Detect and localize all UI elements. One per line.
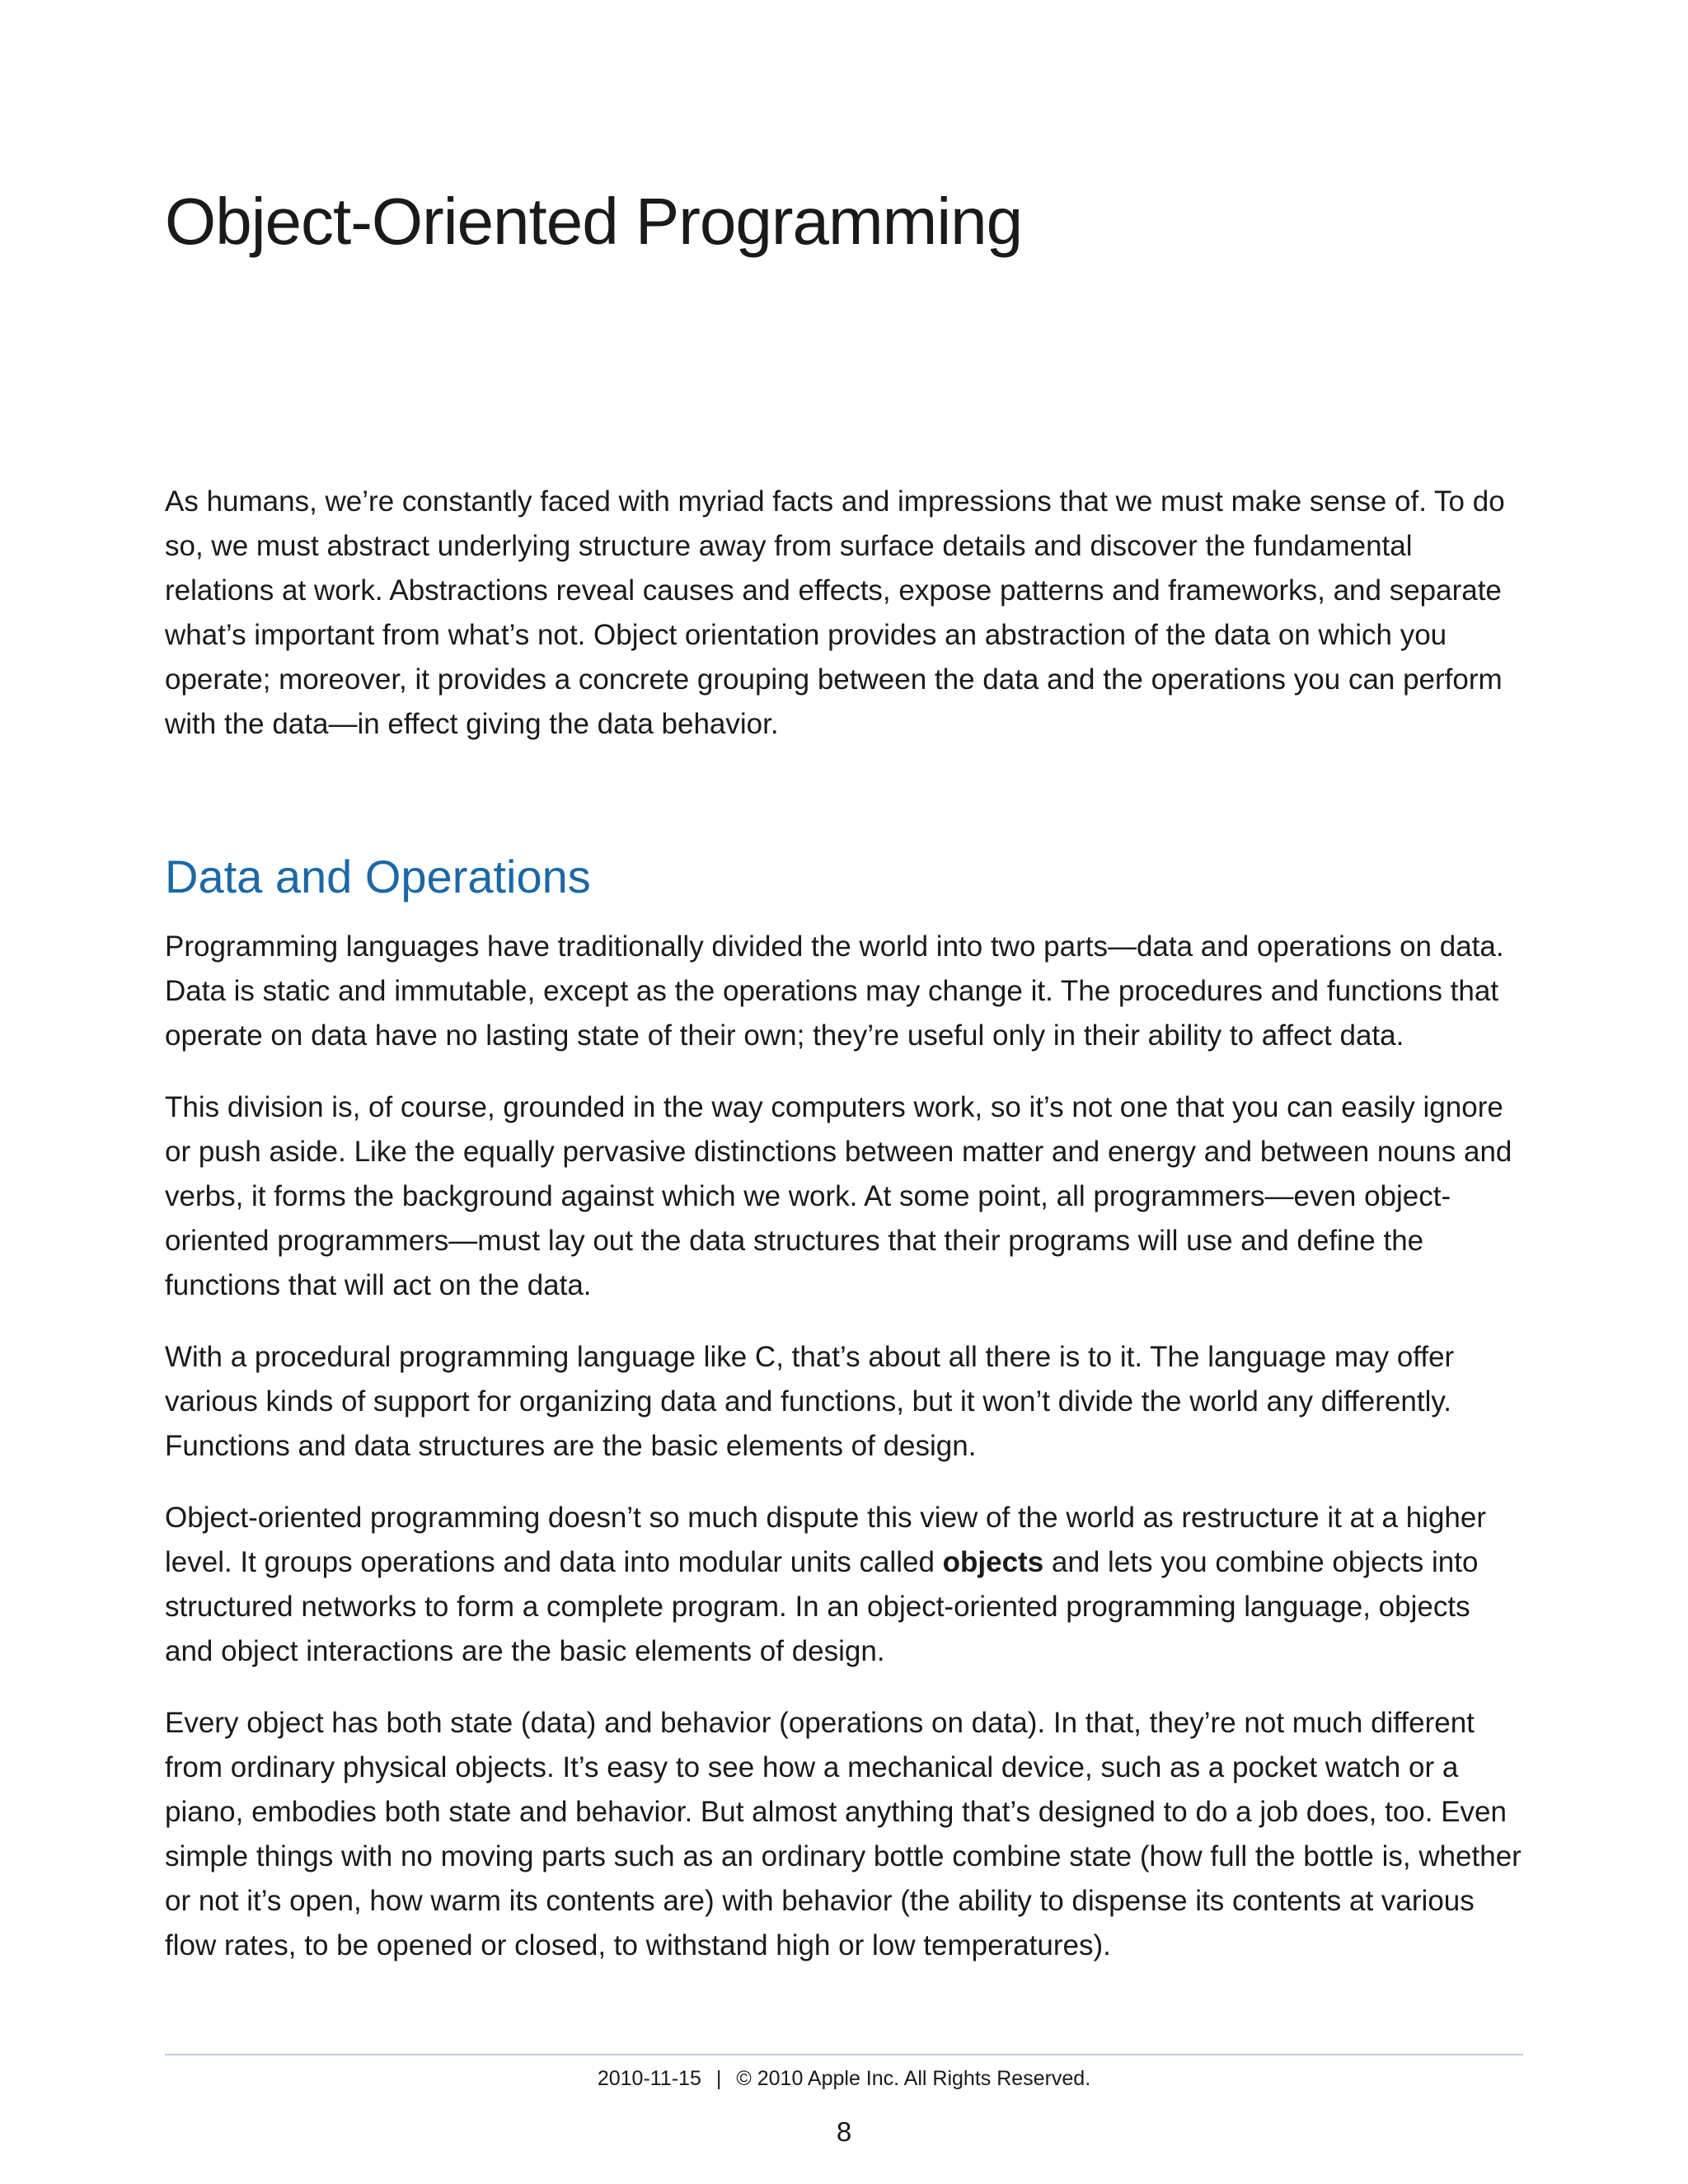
page-number: 8	[836, 2116, 852, 2147]
page-title: Object-Oriented Programming	[165, 185, 1023, 258]
term-objects: objects	[942, 1546, 1044, 1578]
paragraph-3: With a procedural programming language like C, that’s about all there is to it. The language may offer various kinds of support for organizing data and functions, but it won’t divide the world any differently. Functions and data structures are the basic elements of design.	[165, 1341, 1455, 1462]
section-heading: Data and Operations	[165, 851, 591, 902]
footer	[0, 2067, 1688, 2091]
paragraph-4-start: Object-oriented programming doesn’t so much dispute this view of the world as restructure it at a higher level. It groups operations and data into modular units called	[165, 1502, 1486, 1578]
footer-rule	[165, 2054, 1523, 2055]
paragraph-5: Every object has both state (data) and behavior (operations on data). In that, they’re not much different from ordinary physical objects. It’s easy to see how a mechanical device, such as a pocket watch or a piano, embodies both state and behavior. But almost anything that’s designed to do a job does, too. Even simple things with no moving parts such as an ordinary bottle combine state (how full the bottle is, whether or not it’s open, how warm its contents are) with behavior (the ability to dispense its contents at various flow rates, to be opened or closed, to withstand high or low temperatures).	[165, 1707, 1522, 1961]
footer-separator: |	[715, 2067, 722, 2090]
section-body	[165, 925, 1525, 1995]
paragraph-2: This division is, of course, grounded in the way computers work, so it’s not one that you can easily ignore or push aside. Like the equally pervasive distinctions between matter and energy and between nouns and verbs, it forms the background against which we work. At some point, all programmers—even object-oriented programmers—must lay out the data structures that their programs will use and define the functions that will act on the data.	[165, 1091, 1512, 1301]
footer-date: 2010-11-15	[597, 2067, 701, 2090]
intro-paragraph: As humans, we’re constantly faced with myriad facts and impressions that we must make sense of. To do so, we must abstract underlying structure away from surface details and discover the fundamental relations at work. Abstractions reveal causes and effects, expose patterns and frameworks, and separate what’s important from what’s not. Object orientation provides an abstraction of the data on which you operate; moreover, it provides a concrete grouping between the data and the operations you can perform with the data—in effect giving the data behavior.	[165, 485, 1505, 740]
footer-copyright: © 2010 Apple Inc. All Rights Reserved.	[736, 2067, 1091, 2090]
paragraph-4-end: and lets you combine objects into structured networks to form a complete program. In an object-oriented programming language, objects and object interactions are the basic elements of design.	[165, 1546, 1479, 1667]
paragraph-1: Programming languages have traditionally divided the world into two parts—data and operations on data. Data is static and immutable, except as the operations may change it. The procedures and functions that operate on data have no lasting state of their own; they’re useful only in their ability to affect data.	[165, 930, 1504, 1052]
paragraph-4	[165, 1496, 1525, 1674]
